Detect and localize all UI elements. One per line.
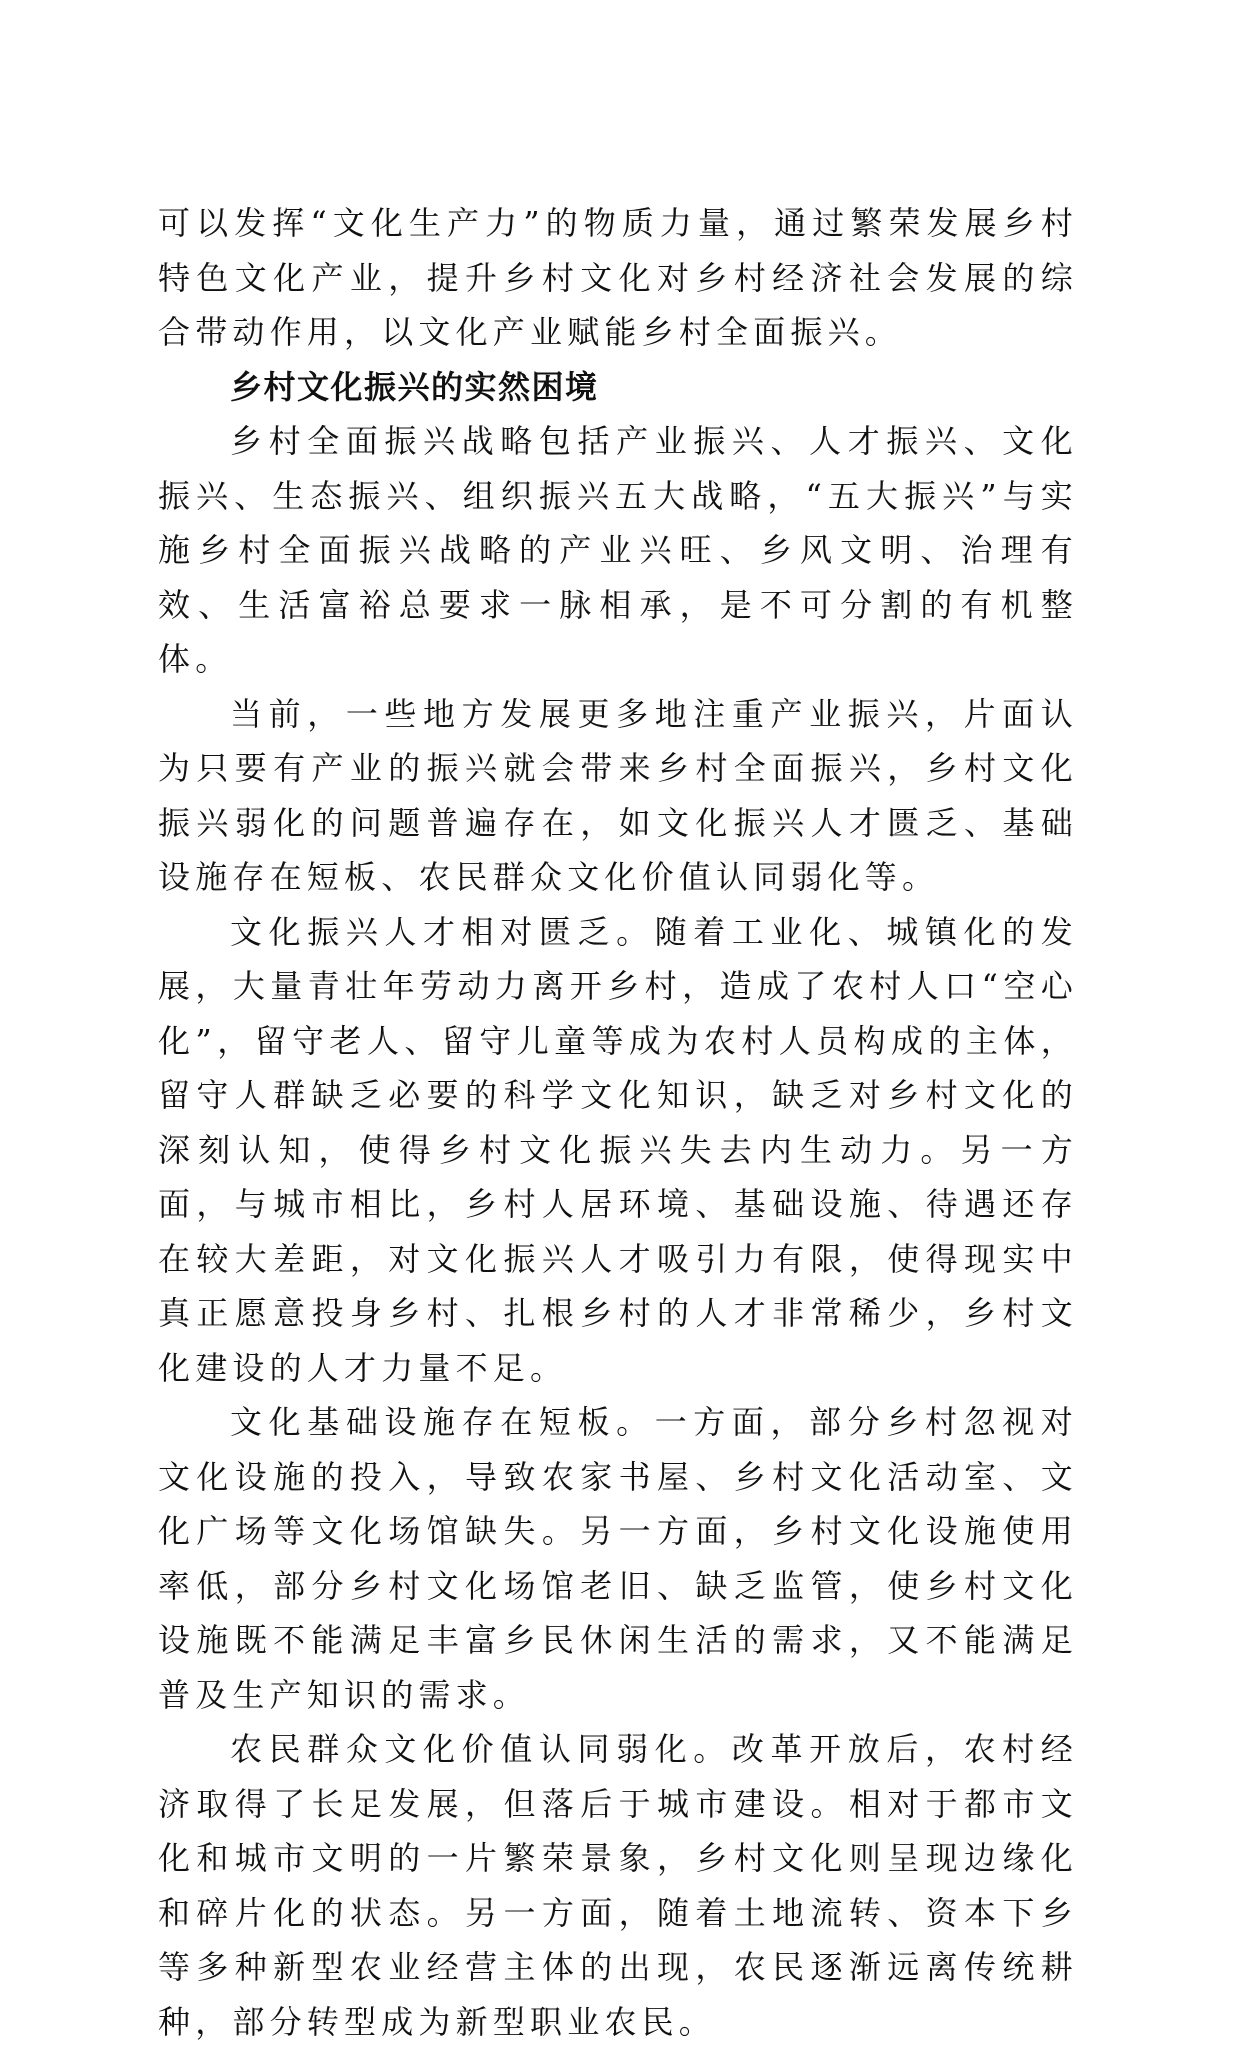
document-page — [158, 196, 1078, 2049]
paragraph: 文化振兴人才相对匮乏。随着工业化、城镇化的发展，大量青壮年劳动力离开乡村，造成了农村人口“空心化”，留守老人、留守儿童等成为农村人员构成的主体，留守人群缺乏必要的科学文化知识，缺乏对乡村文化的深刻认知，使得乡村文化振兴失去内生动力。另一方面，与城市相比，乡村人居环境、基础设施、待遇还存在较大差距，对文化振兴人才吸引力有限，使得现实中真正愿意投身乡村、扎根乡村的人才非常稀少，乡村文化建设的人才力量不足。 — [158, 912, 1078, 1387]
paragraph: 农民群众文化价值认同弱化。改革开放后，农村经济取得了长足发展，但落后于城市建设。相对于都市文化和城市文明的一片繁荣景象，乡村文化则呈现边缘化和碎片化的状态。另一方面，随着土地流转、资本下乡等多种新型农业经营主体的出现，农民逐渐远离传统耕种，部分转型成为新型职业农民。 — [158, 1730, 1078, 2041]
paragraph-continued: 可以发挥“文化生产力”的物质力量，通过繁荣发展乡村特色文化产业，提升乡村文化对乡村经济社会发展的综合带动作用，以文化产业赋能乡村全面振兴。 — [158, 204, 1078, 351]
paragraph: 当前，一些地方发展更多地注重产业振兴，片面认为只要有产业的振兴就会带来乡村全面振兴，乡村文化振兴弱化的问题普遍存在，如文化振兴人才匮乏、基础设施存在短板、农民群众文化价值认同弱化等。 — [158, 694, 1078, 896]
section-heading: 乡村文化振兴的实然困境 — [230, 367, 599, 406]
paragraph: 乡村全面振兴战略包括产业振兴、人才振兴、文化振兴、生态振兴、组织振兴五大战略，“五大振兴”与实施乡村全面振兴战略的产业兴旺、乡风文明、治理有效、生活富裕总要求一脉相承，是不可分割的有机整体。 — [158, 422, 1078, 678]
paragraph: 文化基础设施存在短板。一方面，部分乡村忽视对文化设施的投入，导致农家书屋、乡村文化活动室、文化广场等文化场馆缺失。另一方面，乡村文化设施使用率低，部分乡村文化场馆老旧、缺乏监管，使乡村文化设施既不能满足丰富乡民休闲生活的需求，又不能满足普及生产知识的需求。 — [158, 1403, 1078, 1714]
